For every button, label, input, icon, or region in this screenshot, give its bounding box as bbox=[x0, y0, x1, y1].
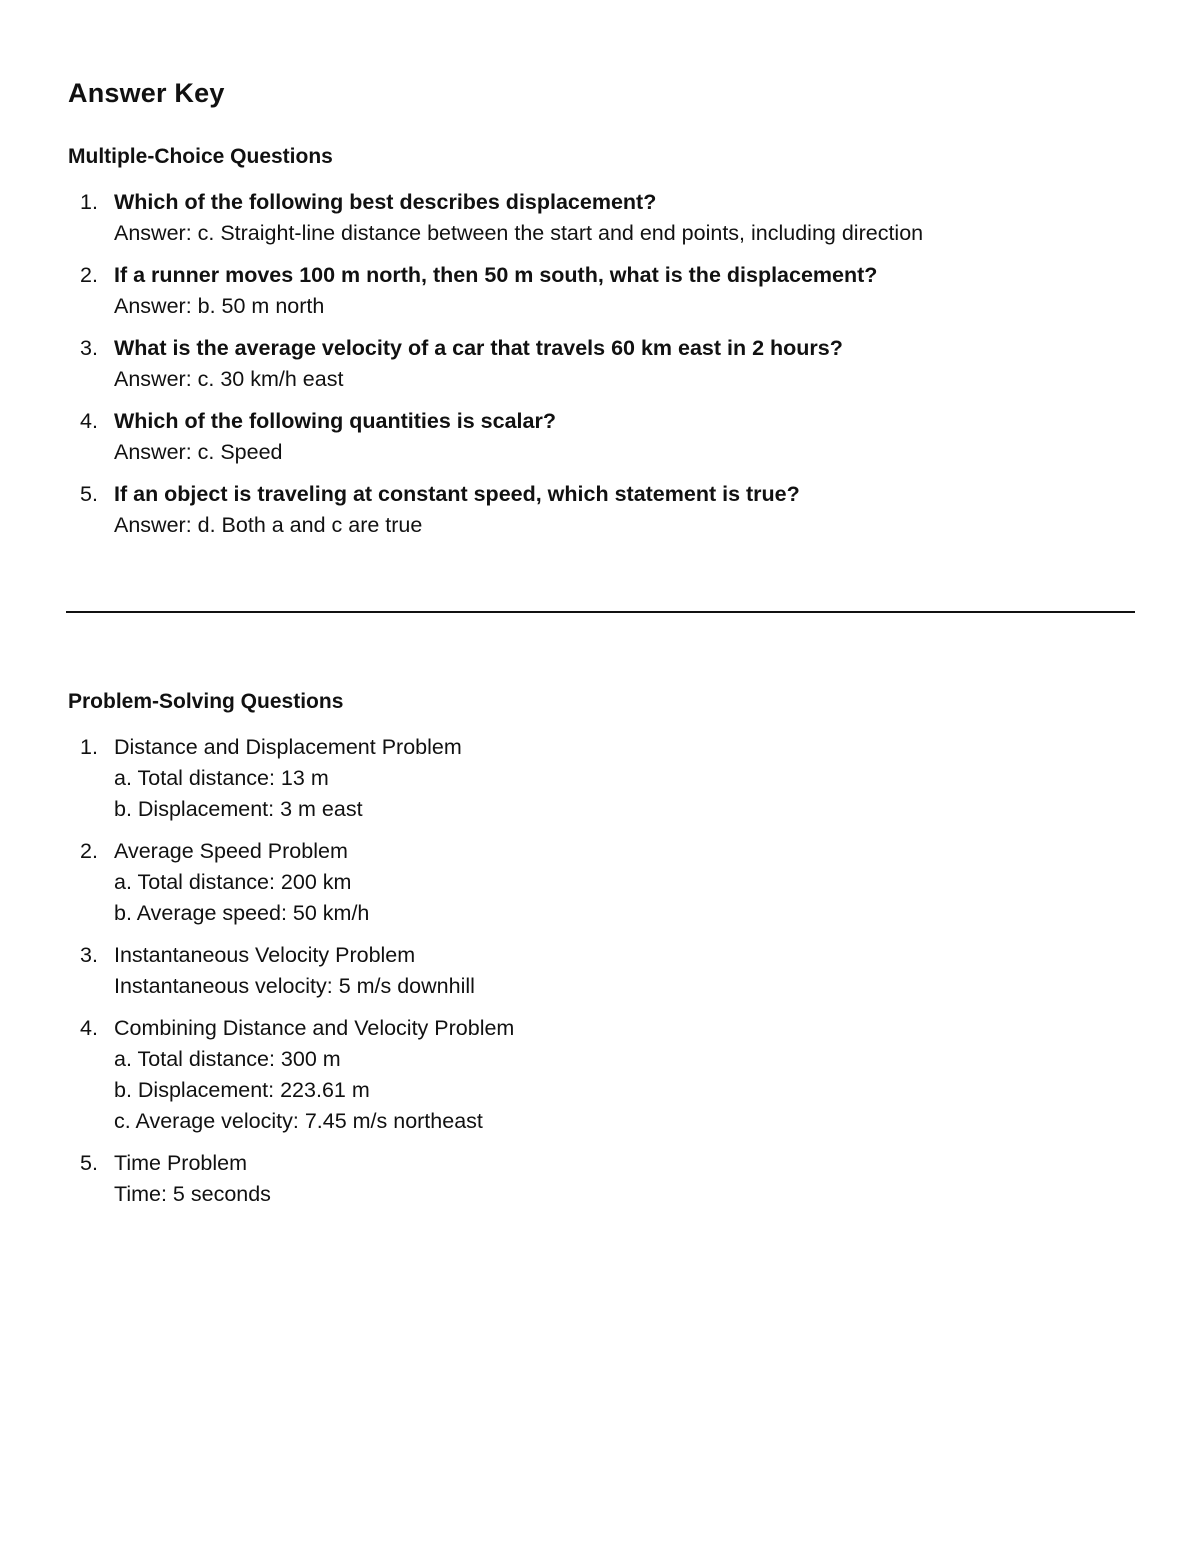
problem-answer-line: Time: 5 seconds bbox=[114, 1182, 271, 1206]
ps-problem-3 bbox=[0, 940, 1100, 1002]
problem-answer-line: a. Total distance: 300 m bbox=[114, 1047, 341, 1071]
answer-text: Answer: c. 30 km/h east bbox=[114, 367, 344, 391]
answer-text: Answer: c. Speed bbox=[114, 440, 283, 464]
question-text: What is the average velocity of a car that travels 60 km east in 2 hours? bbox=[114, 336, 843, 360]
problem-number: 3. bbox=[80, 943, 98, 967]
answer-text: Answer: b. 50 m north bbox=[114, 294, 325, 318]
problem-answer-line: a. Total distance: 200 km bbox=[114, 870, 352, 894]
problem-answer-line: c. Average velocity: 7.45 m/s northeast bbox=[114, 1109, 483, 1133]
question-number: 4. bbox=[80, 409, 98, 433]
question-text: Which of the following quantities is scalar? bbox=[114, 409, 556, 433]
question-number: 2. bbox=[80, 263, 98, 287]
question-text: If a runner moves 100 m north, then 50 m south, what is the displacement? bbox=[114, 263, 878, 287]
mc-question-3 bbox=[0, 333, 1100, 395]
multiple-choice-heading: Multiple-Choice Questions bbox=[68, 145, 333, 168]
page-title: Answer Key bbox=[68, 78, 225, 108]
question-number: 1. bbox=[80, 190, 98, 214]
mc-question-5 bbox=[0, 479, 1100, 541]
multiple-choice-list bbox=[0, 187, 1100, 552]
problem-answer-line: Instantaneous velocity: 5 m/s downhill bbox=[114, 974, 475, 998]
ps-problem-5 bbox=[0, 1148, 1100, 1210]
question-text: Which of the following best describes displacement? bbox=[114, 190, 657, 214]
question-number: 3. bbox=[80, 336, 98, 360]
problem-answer-line: a. Total distance: 13 m bbox=[114, 766, 329, 790]
answer-text: Answer: c. Straight-line distance between the start and end points, including direction bbox=[114, 221, 924, 245]
problem-number: 2. bbox=[80, 839, 98, 863]
ps-problem-1 bbox=[0, 732, 1100, 825]
section-divider bbox=[66, 611, 1135, 613]
question-number: 5. bbox=[80, 482, 98, 506]
question-text: If an object is traveling at constant speed, which statement is true? bbox=[114, 482, 800, 506]
mc-question-1 bbox=[0, 187, 1100, 249]
problem-solving-list bbox=[0, 732, 1100, 1221]
problem-answer-line: b. Displacement: 3 m east bbox=[114, 797, 363, 821]
problem-title: Distance and Displacement Problem bbox=[114, 735, 462, 759]
problem-number: 1. bbox=[80, 735, 98, 759]
mc-question-4 bbox=[0, 406, 1100, 468]
problem-solving-heading: Problem-Solving Questions bbox=[68, 690, 344, 713]
ps-problem-2 bbox=[0, 836, 1100, 929]
problem-answer-line: b. Displacement: 223.61 m bbox=[114, 1078, 370, 1102]
answer-text: Answer: d. Both a and c are true bbox=[114, 513, 423, 537]
problem-title: Time Problem bbox=[114, 1151, 248, 1175]
problem-number: 5. bbox=[80, 1151, 98, 1175]
problem-answer-line: b. Average speed: 50 km/h bbox=[114, 901, 370, 925]
problem-number: 4. bbox=[80, 1016, 98, 1040]
problem-title: Combining Distance and Velocity Problem bbox=[114, 1016, 515, 1040]
mc-question-2 bbox=[0, 260, 1100, 322]
problem-title: Average Speed Problem bbox=[114, 839, 348, 863]
ps-problem-4 bbox=[0, 1013, 1100, 1137]
problem-title: Instantaneous Velocity Problem bbox=[114, 943, 416, 967]
